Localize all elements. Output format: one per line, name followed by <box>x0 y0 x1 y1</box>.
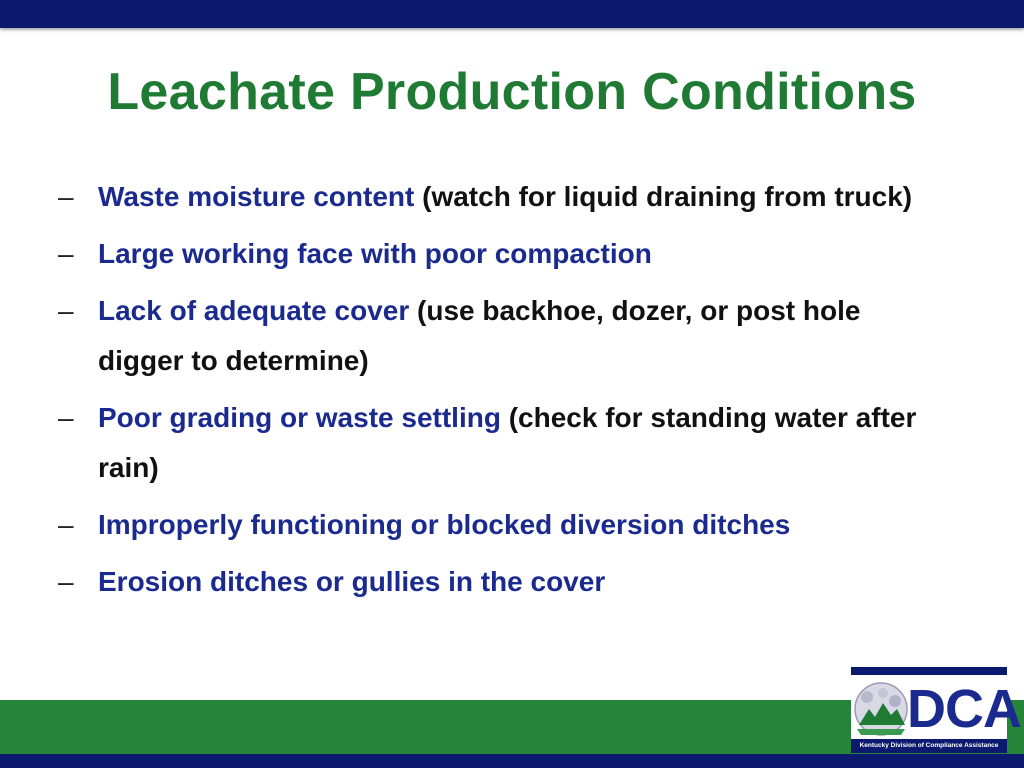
dash-marker: – <box>58 509 74 540</box>
dash-marker: – <box>58 181 74 212</box>
bullet-list <box>58 172 918 614</box>
dash-marker: – <box>58 402 74 433</box>
logo-caption: Kentucky Division of Compliance Assistance <box>851 739 1007 753</box>
bullet-highlight: Improperly functioning or blocked diversion ditches <box>98 509 791 540</box>
bullet-item <box>58 172 918 222</box>
bullet-highlight: Lack of adequate cover <box>98 295 410 326</box>
bullet-highlight: Poor grading or waste settling <box>98 402 501 433</box>
bullet-item <box>58 286 918 386</box>
map-emblem-icon <box>853 679 909 739</box>
bullet-highlight: Waste moisture content <box>98 181 415 212</box>
dash-marker: – <box>58 295 74 326</box>
logo-letters: DCA <box>907 679 1021 739</box>
bullet-highlight: Large working face with poor compaction <box>98 238 652 269</box>
bullet-item <box>58 557 918 607</box>
bullet-detail: (use backhoe, dozer, or post hole digger to determine) <box>98 295 861 376</box>
dca-logo <box>851 667 1021 753</box>
dash-marker: – <box>58 566 74 597</box>
bullet-item <box>58 393 918 493</box>
dash-marker: – <box>58 238 74 269</box>
slide-title: Leachate Production Conditions <box>107 63 917 121</box>
bullet-highlight: Erosion ditches or gullies in the cover <box>98 566 606 597</box>
bottom-navy-bar <box>0 754 1024 768</box>
bullet-item <box>58 500 918 550</box>
bullet-detail: (check for standing water after rain) <box>98 402 917 483</box>
bullet-item <box>58 229 918 279</box>
bullet-detail: (watch for liquid draining from truck) <box>414 181 913 212</box>
top-navy-bar <box>0 0 1024 28</box>
